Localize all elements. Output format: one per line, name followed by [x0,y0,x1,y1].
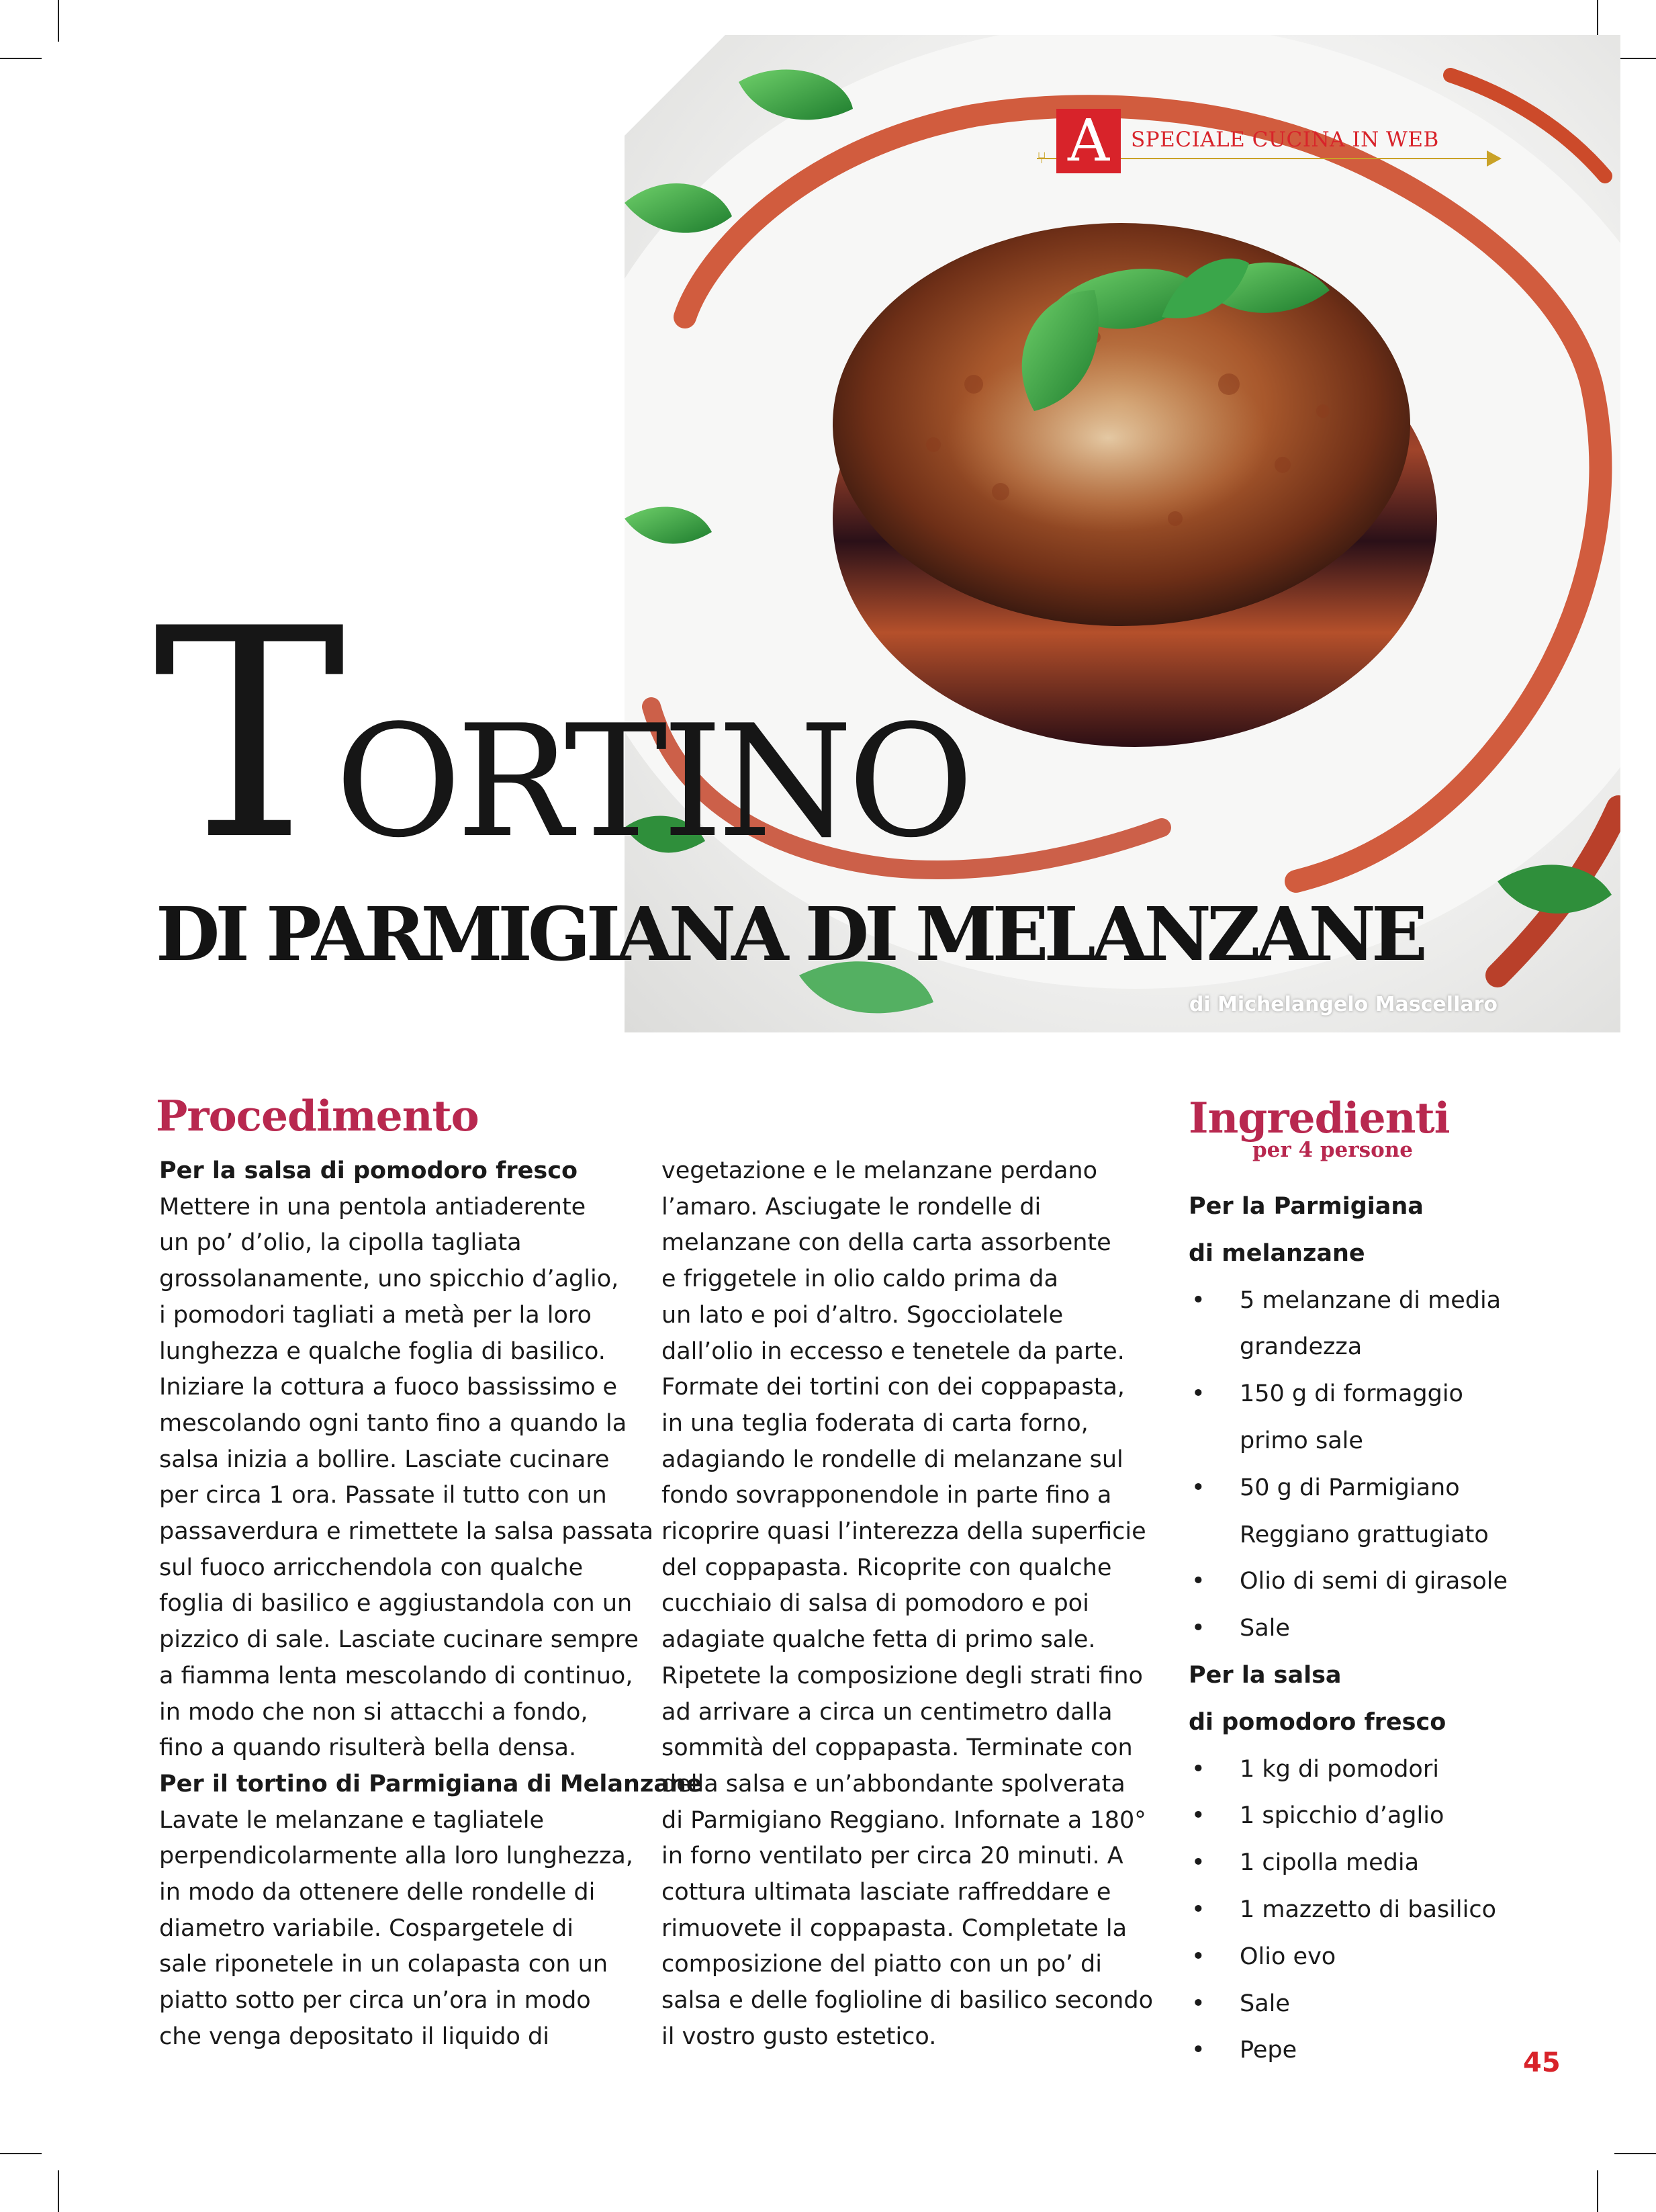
ingredient-item [1189,1558,1538,1605]
text-line: il vostro gusto estetico. [661,2023,937,2050]
ingredient-text: 50 g di Parmigiano [1240,1474,1460,1501]
text-line: Iniziare la cottura a fuoco bassissimo e [159,1374,618,1401]
badge-label: SPECIALE CUCINA IN WEB [1131,128,1439,152]
arrow-icon [1487,150,1502,167]
bullet-icon: • [1191,1568,1205,1595]
group-title: di melanzane [1189,1239,1365,1267]
text-line: diametro variabile. Cospargetele di [159,1914,573,1942]
crop-mark [0,2153,42,2154]
text-line: adagiate qualche fetta di primo sale. [661,1626,1096,1654]
text-line: rimuovete il coppapasta. Completate la [661,1914,1128,1942]
fork-icon: ⑂ [1037,148,1047,167]
ingredient-item [1189,1793,1538,1840]
text-line: l’amaro. Asciugate le rondelle di [661,1193,1042,1221]
ingredient-text: 1 cipolla media [1240,1849,1420,1877]
group-title: Per la salsa [1189,1661,1342,1689]
text-line: sommità del coppapasta. Terminate con [661,1734,1133,1762]
ingredient-item [1189,1840,1538,1887]
text-line: composizione del piatto con un po’ di [661,1951,1102,1978]
text-line: Ripetete la composizione degli strati fino [661,1662,1143,1689]
text-line: cucchiaio di salsa di pomodoro e poi [661,1590,1089,1618]
text-line: pizzico di sale. Lasciate cucinare sempre [159,1626,639,1654]
bullet-icon: • [1191,1990,1205,2017]
hero-photo [625,35,1620,1032]
ingredient-text: 5 melanzane di media [1240,1286,1502,1314]
text-line: piatto sotto per circa un’ora in modo [159,1987,591,2015]
ingredient-item [1189,1324,1538,1371]
ingredienti-subheading: per 4 persone [1252,1138,1414,1162]
bullet-icon: • [1191,1849,1205,1877]
text-line: in modo che non si attacchi a fondo, [159,1698,588,1726]
title-rest: ORTINO [334,693,969,872]
bullet-icon: • [1191,1896,1205,1923]
text-line: della salsa e un’abbondante spolverata [661,1770,1125,1798]
text-line: foglia di basilico e aggiustandola con un [159,1590,633,1618]
ingredient-item [1189,1605,1538,1652]
crop-mark [1597,2170,1598,2212]
ingredient-item [1189,1418,1538,1465]
bullet-icon: • [1191,1755,1205,1783]
ingredient-item [1189,1278,1538,1325]
text-line: in forno ventilato per circa 20 minuti. A [661,1843,1123,1870]
bullet-icon: • [1191,1615,1205,1642]
text-line: in una teglia foderata di carta forno, [661,1409,1089,1437]
bullet-icon: • [1191,1286,1205,1314]
ingredient-text: Sale [1240,1615,1290,1642]
page-subtitle: DI PARMIGIANA DI MELANZANE [156,891,1423,977]
page-title [153,568,1107,903]
text-line: Formate dei tortini con dei coppapasta, [661,1374,1125,1401]
ingredient-text: Pepe [1240,2037,1297,2064]
ingredient-text: Olio evo [1240,1943,1336,1970]
crop-mark [1614,58,1656,59]
ingredient-text: 1 mazzetto di basilico [1240,1896,1496,1923]
procedimento-column-1 [159,1153,702,2055]
text-line: un po’ d’olio, la cipolla tagliata [159,1229,522,1257]
crop-mark [58,2170,59,2212]
text-line: lunghezza e qualche foglia di basilico. [159,1337,606,1365]
text-line: del coppapasta. Ricoprite con qualche [661,1554,1112,1581]
procedimento-column-2 [661,1153,1153,2055]
procedimento-heading: Procedimento [156,1091,479,1141]
text-line: che venga depositato il liquido di [159,2023,549,2050]
text-line: di Parmigiano Reggiano. Infornate a 180° [661,1806,1146,1834]
text-line: sul fuoco arricchendola con qualche [159,1554,584,1581]
ingredient-item [1189,1371,1538,1418]
text-line: fino a quando risulterà bella densa. [159,1734,577,1762]
text-line: adagiando le rondelle di melanzane sul [661,1446,1123,1473]
page-number: 45 [1523,2047,1561,2078]
ingredient-text: Sale [1240,1990,1290,2017]
text-line: Lavate le melanzane e tagliatele [159,1806,544,1834]
ingredient-item [1189,1934,1538,1981]
text-line: vegetazione e le melanzane perdano [661,1157,1097,1184]
text-line: sale riponetele in un colapasta con un [159,1951,608,1978]
text-line: i pomodori tagliati a metà per la loro [159,1301,592,1329]
text-line: salsa e delle foglioline di basilico secondo [661,1987,1153,2015]
ingredient-item [1189,1746,1538,1794]
text-line: un lato e poi d’altro. Sgocciolatele [661,1301,1064,1329]
ingredient-item [1189,2027,1538,2074]
step-subheading: Per la salsa di pomodoro fresco [159,1157,578,1184]
bullet-icon: • [1191,2037,1205,2064]
group-title: Per la Parmigiana [1189,1193,1424,1220]
ingredient-group-parmigiana [1189,1278,1538,1652]
crop-mark [0,58,42,59]
ingredient-text: Olio di semi di girasole [1240,1568,1508,1595]
title-initial: T [153,568,339,903]
text-line: cottura ultimata lasciate raffreddare e [661,1879,1111,1906]
text-line: dall’olio in eccesso e tenetele da parte. [661,1337,1125,1365]
bullet-icon: • [1191,1943,1205,1970]
food-illustration [625,35,1620,1032]
author-byline: di Michelangelo Mascellaro [1189,993,1498,1016]
text-line: ricoprire quasi l’interezza della superficie [661,1518,1146,1546]
bullet-icon: • [1191,1802,1205,1830]
ingredient-item [1189,1465,1538,1512]
crop-mark [58,0,59,42]
ingredient-item [1189,1887,1538,1934]
bullet-icon: • [1191,1380,1205,1408]
ingredient-text: grandezza [1240,1333,1363,1361]
ingredienti-heading: Ingredienti [1189,1093,1450,1143]
step-subheading: Per il tortino di Parmigiana di Melanzane [159,1770,702,1798]
badge-logo: A [1056,109,1121,173]
ingredient-text: Reggiano grattugiato [1240,1521,1489,1548]
ingredient-text: 1 spicchio d’aglio [1240,1802,1444,1830]
text-line: per circa 1 ora. Passate il tutto con un [159,1482,607,1509]
ingredienti-list [1189,1184,1538,2074]
text-line: fondo sovrapponendole in parte fino a [661,1482,1112,1509]
ingredient-text: 150 g di formaggio [1240,1380,1463,1408]
text-line: Mettere in una pentola antiaderente [159,1193,586,1221]
text-line: salsa inizia a bollire. Lasciate cucinare [159,1446,610,1473]
crop-mark [1614,2153,1656,2154]
text-line: melanzane con della carta assorbente [661,1229,1111,1257]
ingredient-item [1189,1981,1538,2028]
ingredient-group-salsa [1189,1746,1538,2075]
text-line: a fiamma lenta mescolando di continuo, [159,1662,633,1689]
text-line: passaverdura e rimettete la salsa passata [159,1518,653,1546]
text-line: perpendicolarmente alla loro lunghezza, [159,1843,633,1870]
ingredient-text: primo sale [1240,1427,1363,1454]
speciale-badge [1037,107,1493,181]
text-line: grossolanamente, uno spicchio d’aglio, [159,1266,619,1293]
ingredient-item [1189,1512,1538,1559]
ingredient-text: 1 kg di pomodori [1240,1755,1439,1783]
text-line: ad arrivare a circa un centimetro dalla [661,1698,1113,1726]
text-line: in modo da ottenere delle rondelle di [159,1879,596,1906]
text-line: mescolando ogni tanto fino a quando la [159,1409,627,1437]
bullet-icon: • [1191,1474,1205,1501]
group-title: di pomodoro fresco [1189,1708,1446,1736]
text-line: e friggetele in olio caldo prima da [661,1266,1058,1293]
